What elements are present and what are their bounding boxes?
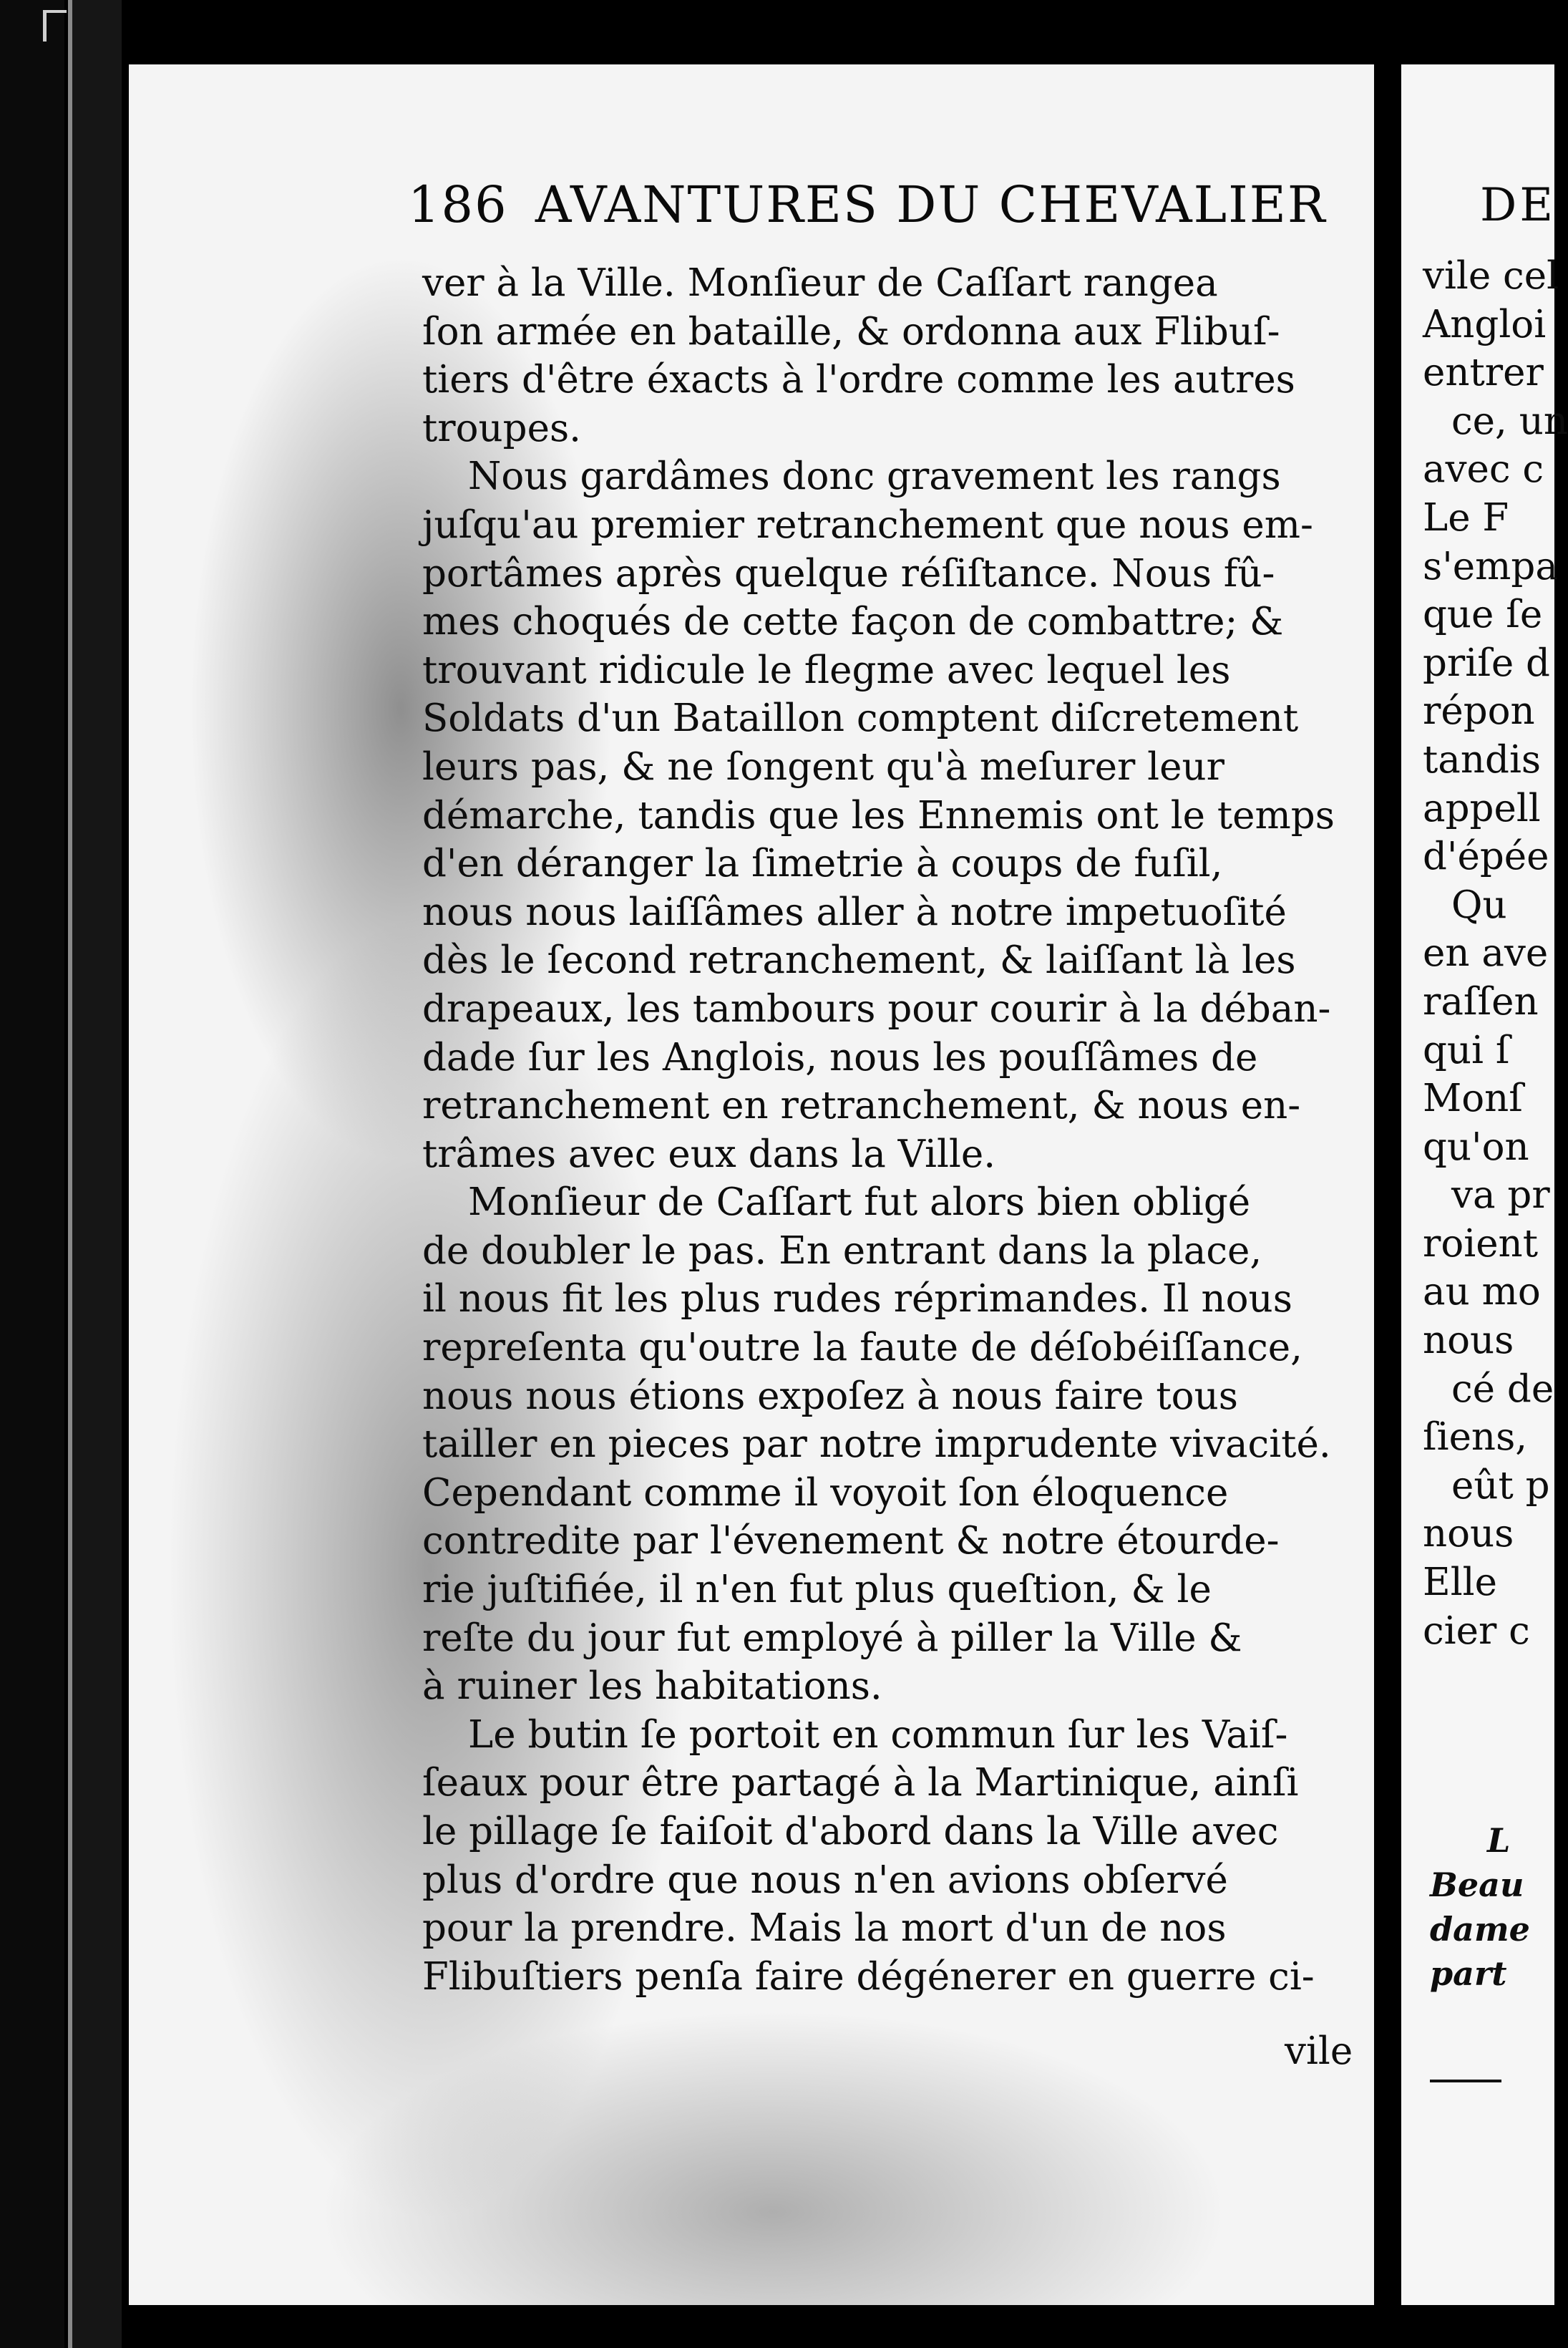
- right-text-line: roient: [1423, 1221, 1538, 1266]
- text-line: reſte du jour fut employé à piller la Ville &: [422, 1616, 1242, 1660]
- text-line: Soldats d'un Bataillon comptent diſcretement: [422, 697, 1299, 741]
- text-line: le pillage ſe faiſoit d'abord dans la Ville avec: [422, 1810, 1279, 1853]
- note-rule: [1430, 2080, 1501, 2082]
- text-line: portâmes après quelque réſiſtance. Nous fû-: [422, 551, 1275, 596]
- right-text-line: d'épée: [1423, 835, 1549, 879]
- text-line: retranchement en retranchement, & nous en-: [422, 1084, 1301, 1128]
- right-text-line: entrer: [1423, 351, 1544, 395]
- right-text-line: ce, un: [1451, 399, 1568, 443]
- text-line: troupes.: [422, 406, 582, 450]
- text-line: il nous fit les plus rudes réprimandes. Il nous: [422, 1277, 1292, 1321]
- right-text-line: que ſe: [1423, 593, 1543, 637]
- text-line: trouvant ridicule le flegme avec lequel les: [422, 648, 1231, 692]
- right-text-line: Le F: [1423, 495, 1509, 540]
- right-page: [1401, 64, 1568, 2305]
- text-line: tailler en pieces par notre imprudente vivacité.: [422, 1422, 1331, 1467]
- right-text-line: s'empa: [1423, 544, 1558, 588]
- right-text-line: qu'on: [1423, 1125, 1529, 1169]
- text-line: nous nous étions expoſez à nous faire tous: [422, 1374, 1238, 1418]
- right-text-line: nous: [1423, 1319, 1514, 1363]
- page-number: 186: [408, 175, 508, 234]
- text-line: drapeaux, les tambours pour courir à la déban-: [422, 986, 1331, 1031]
- text-line: Cependant comme il voyoit ſon éloquence: [422, 1470, 1229, 1515]
- text-line: ſon armée en bataille, & ordonna aux Flibuſ-: [422, 309, 1280, 354]
- right-text-line: Angloi: [1423, 302, 1547, 346]
- text-line: tiers d'être éxacts à l'ordre comme les autres: [422, 358, 1295, 402]
- right-text-line: Elle: [1423, 1561, 1497, 1605]
- text-line: Nous gardâmes donc gravement les rangs: [468, 455, 1281, 499]
- text-line: trâmes avec eux dans la Ville.: [422, 1132, 996, 1176]
- text-line: Le butin ſe portoit en commun ſur les Vaiſ-: [468, 1712, 1288, 1757]
- right-text-line: Monſ: [1423, 1077, 1523, 1121]
- side-note-line: dame: [1430, 1910, 1530, 1949]
- text-line: contredite par l'évenement & notre étourde-: [422, 1519, 1280, 1563]
- right-text-line: appell: [1423, 786, 1541, 830]
- right-text-line: raſſen: [1423, 979, 1539, 1024]
- right-text-line: ſiens,: [1423, 1415, 1528, 1460]
- left-page: [129, 64, 1374, 2305]
- right-text-line: répon: [1423, 689, 1535, 734]
- text-line: mes choqués de cette façon de combattre; &: [422, 600, 1284, 644]
- page-stack-edge: [72, 0, 122, 2348]
- right-text-line: cé de: [1451, 1367, 1554, 1411]
- text-line: rie juſtifiée, il n'en fut plus queſtion, & le: [422, 1568, 1212, 1612]
- spine-line: [68, 0, 72, 2348]
- text-line: Monſieur de Caſſart fut alors bien obligé: [468, 1180, 1251, 1225]
- right-text-line: au mo: [1423, 1270, 1541, 1314]
- right-text-line: va pr: [1451, 1173, 1550, 1218]
- right-text-line: Qu: [1451, 883, 1507, 927]
- right-text-line: avec c: [1423, 447, 1544, 492]
- right-side-notes: [1430, 1818, 1530, 1996]
- text-line: juſqu'au premier retranchement que nous em-: [422, 503, 1313, 547]
- right-running-head: DE: [1480, 179, 1557, 232]
- side-note-line: part: [1430, 1954, 1507, 1993]
- right-text-line: nous: [1423, 1512, 1514, 1556]
- body-text: [422, 259, 1360, 2001]
- right-text-line: tandis: [1423, 737, 1542, 782]
- text-line: dès le ſecond retranchement, & laiſſant là les: [422, 938, 1296, 983]
- text-line: dade ſur les Anglois, nous les pouſſâmes de: [422, 1035, 1258, 1080]
- text-line: pour la prendre. Mais la mort d'un de nos: [422, 1906, 1227, 1951]
- text-line: ſeaux pour être partagé à la Martinique, ainſi: [422, 1761, 1299, 1805]
- corner-mark: [43, 10, 67, 42]
- catchword: vile: [1285, 2029, 1353, 2073]
- right-body-text: [1423, 252, 1568, 1655]
- side-note-line: Beau: [1430, 1866, 1524, 1904]
- text-line: plus d'ordre que nous n'en avions obſervé: [422, 1858, 1228, 1902]
- running-head-title: AVANTURES DU CHEVALIER: [535, 175, 1327, 234]
- text-line: à ruiner les habitations.: [422, 1664, 882, 1709]
- text-line: de doubler le pas. En entrant dans la place,: [422, 1228, 1262, 1273]
- running-head: [408, 175, 1327, 234]
- right-text-line: cier c: [1423, 1609, 1530, 1653]
- right-text-line: priſe d: [1423, 641, 1550, 685]
- right-text-line: en ave: [1423, 931, 1549, 976]
- side-note-line: L: [1487, 1821, 1511, 1860]
- right-text-line: vile cel: [1423, 254, 1559, 298]
- text-line: démarche, tandis que les Ennemis ont le temps: [422, 793, 1335, 838]
- scanner-edge-left: [0, 0, 64, 2348]
- right-text-line: eût p: [1451, 1463, 1550, 1508]
- text-line: ver à la Ville. Monſieur de Caſſart rangea: [422, 261, 1218, 305]
- text-line: repreſenta qu'outre la faute de déſobéiſſance,: [422, 1326, 1303, 1370]
- page-gutter: [1374, 0, 1401, 2348]
- text-line: nous nous laiſſâmes aller à notre impetuoſité: [422, 890, 1287, 934]
- text-line: leurs pas, & ne ſongent qu'à meſurer leur: [422, 744, 1224, 789]
- text-line: d'en déranger la ſimetrie à coups de fuſil,: [422, 842, 1223, 886]
- text-line: Flibuſtiers penſa faire dégénerer en guerre ci-: [422, 1954, 1315, 1999]
- right-text-line: qui ſ: [1423, 1028, 1510, 1072]
